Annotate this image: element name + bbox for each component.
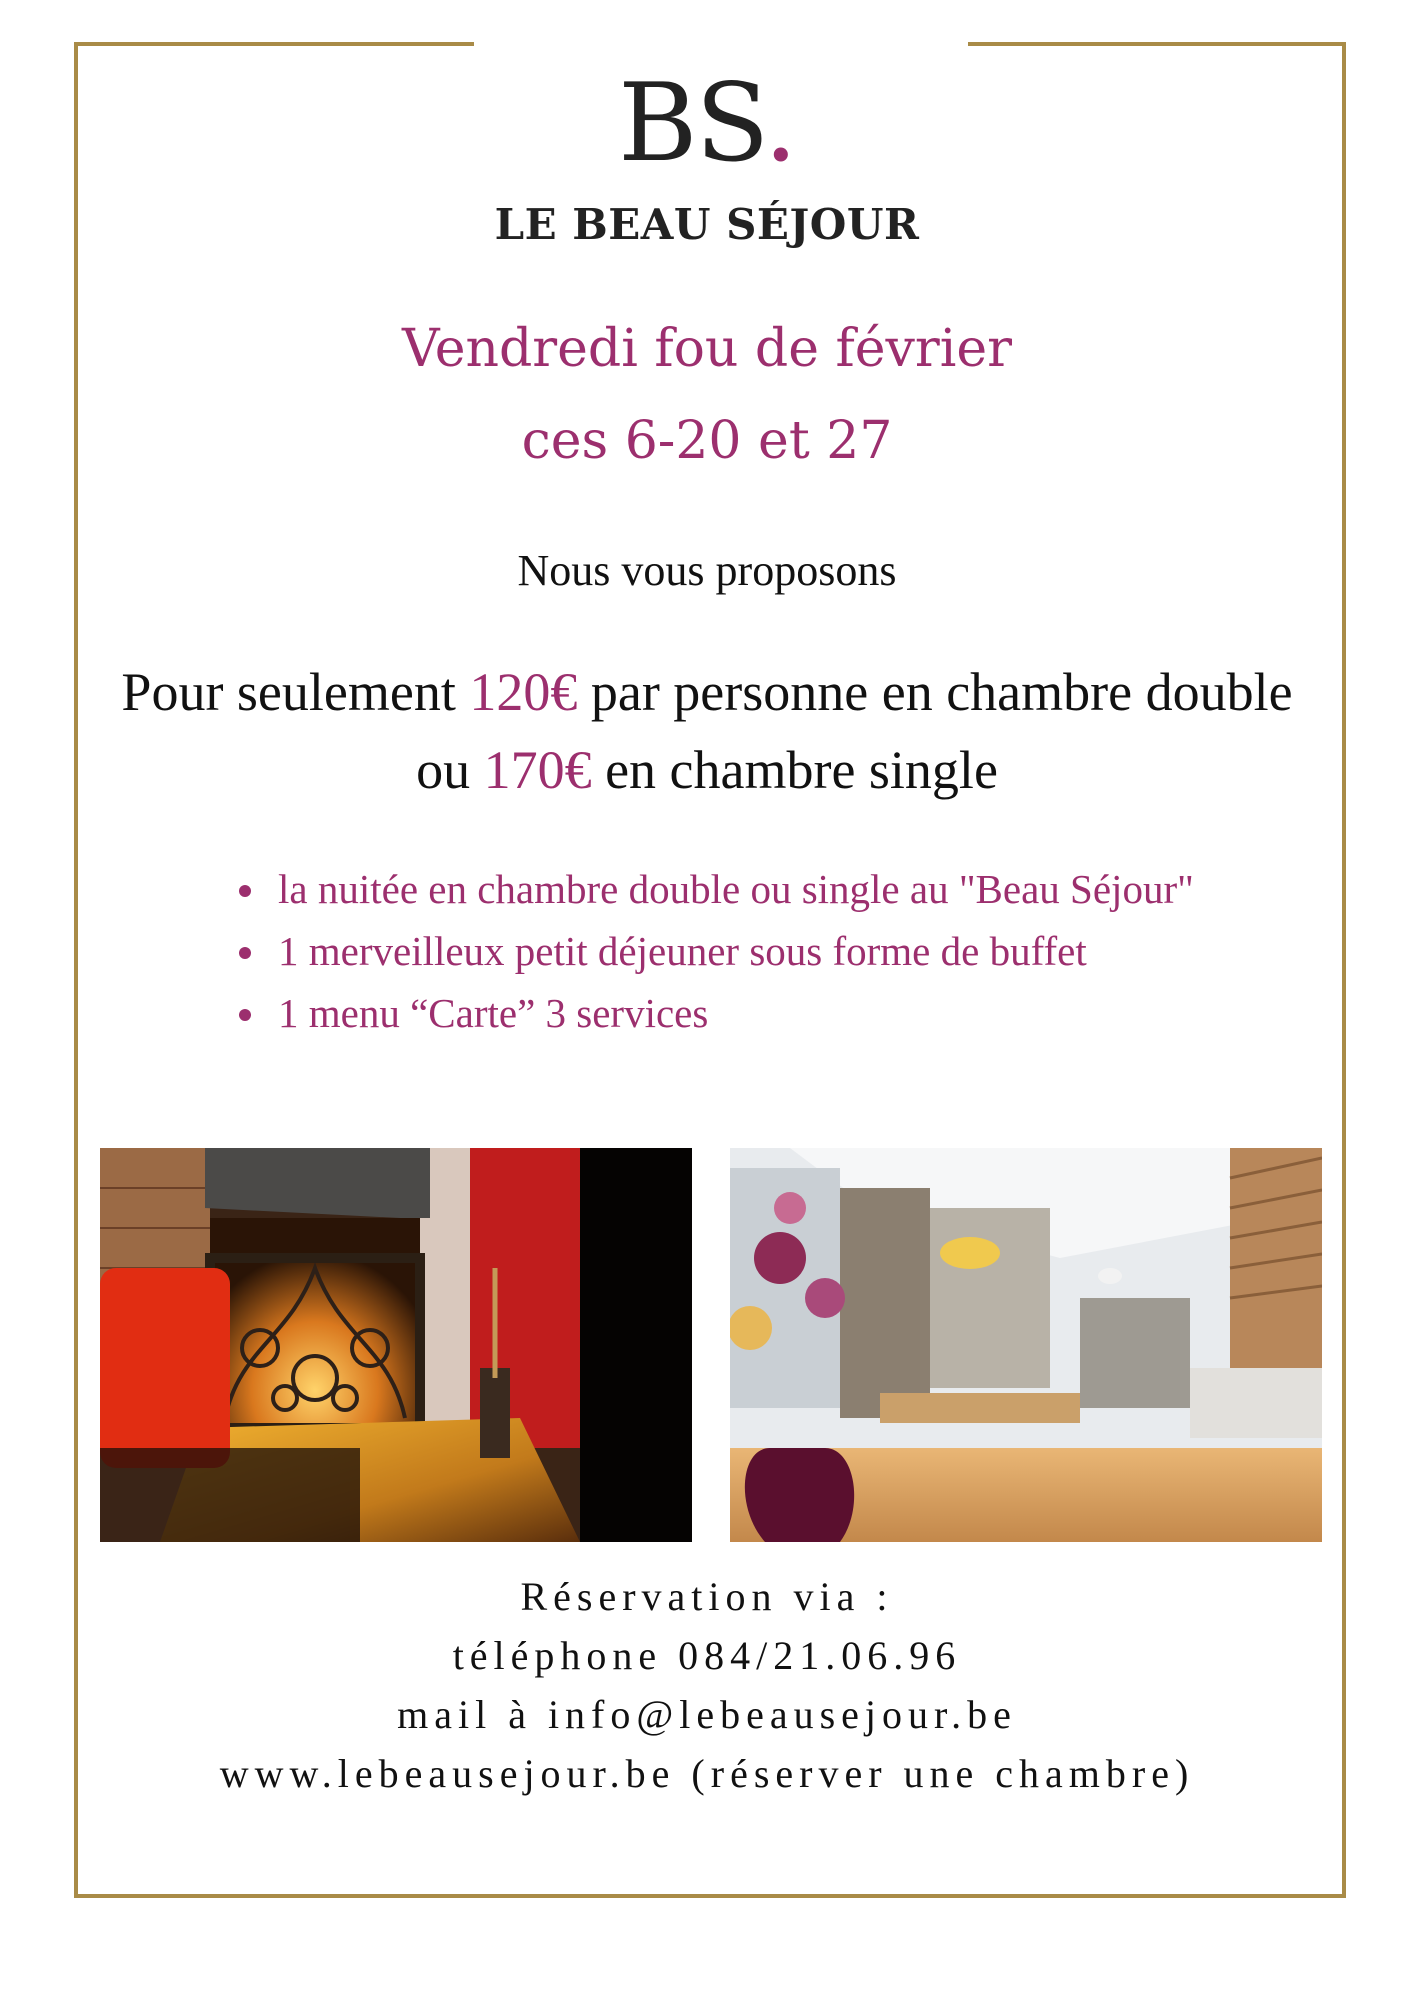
offer-line-2: ou 170€ en chambre single — [416, 740, 998, 800]
price-double: 120€ — [469, 662, 578, 722]
contact-phone[interactable]: téléphone 084/21.06.96 — [452, 1633, 962, 1678]
frame-bottom — [74, 1894, 1346, 1898]
contact-email[interactable]: mail à info@lebeausejour.be — [397, 1692, 1017, 1737]
frame-top-right — [968, 42, 1346, 46]
price-single: 170€ — [483, 740, 592, 800]
frame-top-left — [74, 42, 474, 46]
feature-list — [230, 858, 1194, 1044]
fireplace-photo — [100, 1148, 692, 1542]
feature-item: • 1 menu “Carte” 3 services — [270, 982, 1194, 1044]
offer-line-1: Pour seulement 120€ par personne en chambre double — [121, 662, 1293, 722]
contact-website[interactable]: www.lebeausejour.be (réserver une chambre) — [219, 1751, 1195, 1796]
feature-item: • 1 merveilleux petit déjeuner sous forme de buffet — [270, 920, 1194, 982]
contact-heading: Réservation via : — [520, 1574, 894, 1619]
restaurant-photo — [730, 1148, 1322, 1542]
logo-dot: . — [763, 61, 796, 186]
headline-line-1: Vendredi fou de février — [401, 319, 1013, 379]
logo-name: LE BEAU SÉJOUR — [494, 200, 920, 249]
logo-mark: BS. — [618, 61, 796, 186]
feature-item: • la nuitée en chambre double ou single au "Beau Séjour" — [270, 858, 1194, 920]
intro-text: Nous vous proposons — [517, 546, 897, 595]
headline-line-2: ces 6-20 et 27 — [521, 411, 893, 471]
